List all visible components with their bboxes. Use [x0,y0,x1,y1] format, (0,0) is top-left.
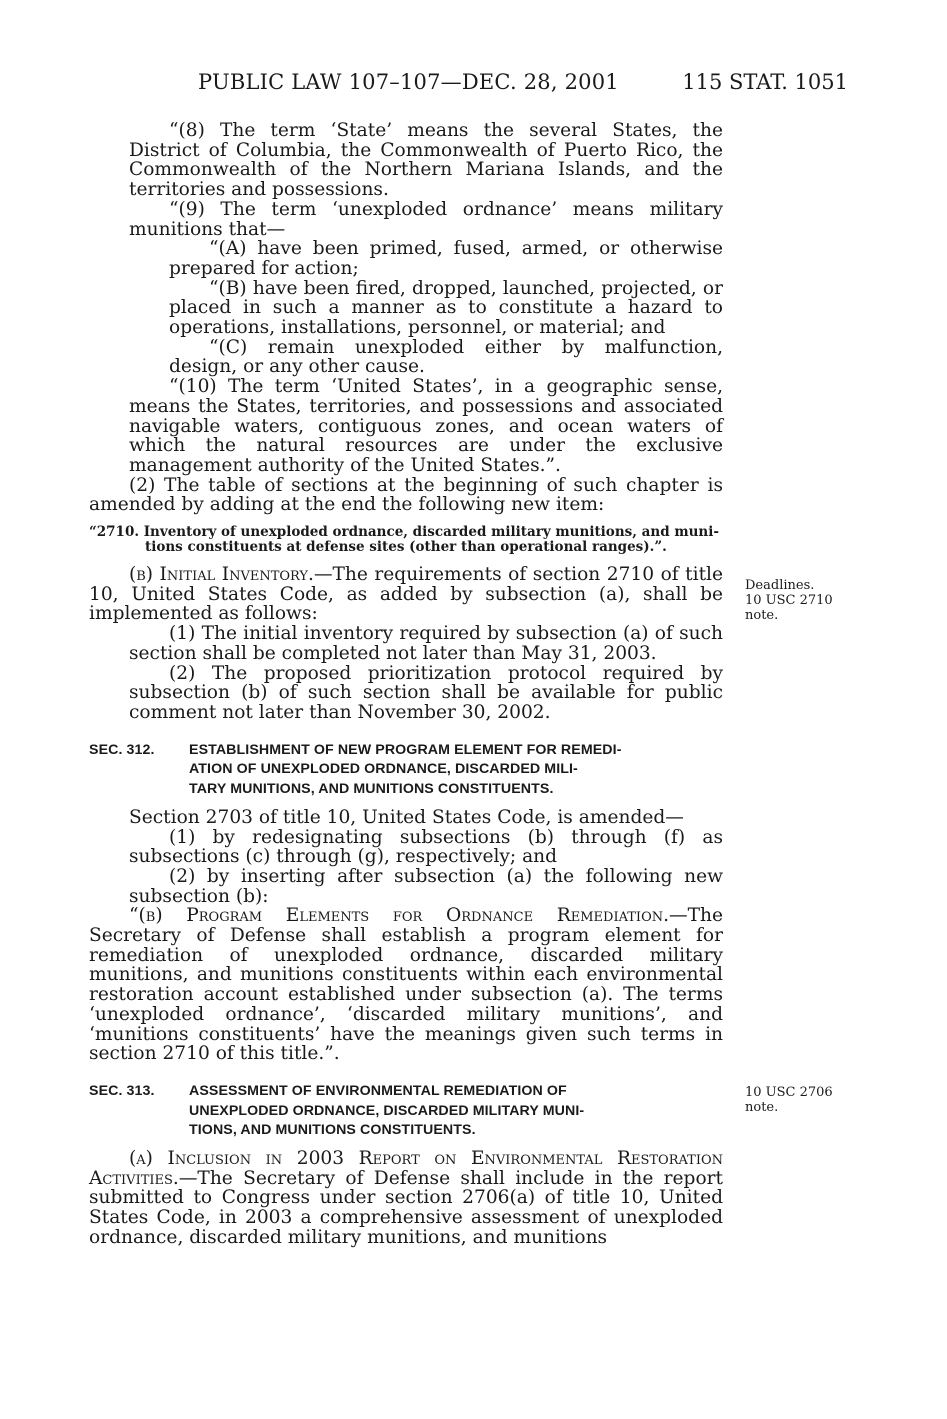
definition-9-b: “(B) have been fired, dropped, launched, projected, or placed in such a manner as to constitute a hazard to operations, installations, personnel, or material; and [169,277,723,339]
section-313-subsection-a-text: —The Secretary of Defense shall include in the report submitted to Congress under section 2706(a) of title 10, United States Code, in 2003 a comprehensive assessment of unexploded ordnance, discarded military munitions, and munitions [89,1167,723,1248]
section-312-number: SEC. 312. [89,741,155,758]
table-item-line-1: “2710. Inventory of unexploded ordnance, discarded military munitions, and muni- [89,524,719,541]
document-body [89,121,723,1248]
section-313-subsection-a-heading: (a) Inclusion in 2003 Report on Environmental Restoration Activities. [89,1148,723,1189]
section-313-number: SEC. 313. [89,1082,155,1099]
margin-note-2710-line-2: note. [745,608,779,623]
section-312-title-line-3: TARY MUNITIONS, AND MUNITIONS CONSTITUENTS. [189,781,554,798]
header-law-citation: PUBLIC LAW 107–107—DEC. 28, 2001 [198,70,619,94]
definition-9-intro: “(9) The term ‘unexploded ordnance’ means military munitions that— [129,198,723,240]
margin-note-2710-line-1: 10 USC 2710 [745,593,833,608]
definition-9-c: “(C) remain unexploded either by malfunction, design, or any other cause. [169,336,723,378]
section-313-title-line-3: TIONS, AND MUNITIONS CONSTITUENTS. [189,1122,476,1139]
subsection-b-2: (2) The proposed prioritization protocol required by subsection (b) of such section shall be available for public comment not later than November 30, 2002. [129,662,723,723]
page-header [198,70,848,100]
definition-8: “(8) The term ‘State’ means the several States, the District of Columbia, the Commonwealth of Puerto Rico, the Commonwealth of the Northern Mariana Islands, and the territories and possessions. [129,120,723,201]
subsection-b-1: (1) The initial inventory required by subsection (a) of such section shall be completed not later than May 31, 2003. [129,623,723,664]
amendment-item-2: (2) The table of sections at the beginning of such chapter is amended by adding at the end the following new item: [89,474,723,516]
section-312-quoted-body: —The Secretary of Defense shall establish a program element for remediation of unexploded ordnance, discarded military munitions, and munitions constituents within each environmental restoration account established under subsection (a). The terms ‘unexploded ordnance’, ‘discarded military munitions’, and ‘munitions constituents’ have the meanings given such terms in section 2710 of this title.”. [89,905,723,1065]
margin-note-deadlines-label: Deadlines. [745,578,815,593]
subsection-b-text: —The requirements of section 2710 of title 10, United States Code, as added by subsection (a), shall be implemented as follows: [89,564,724,625]
subsection-b [89,565,723,624]
section-313-heading [89,1082,723,1141]
section-312-item-2: (2) by inserting after subsection (a) the following new subsection (b): [129,865,723,907]
section-312-quoted-text [89,906,723,1064]
section-313-title-line-1: ASSESSMENT OF ENVIRONMENTAL REMEDIATION OF [189,1082,567,1099]
section-313-subsection-a [89,1149,723,1248]
header-stat-page: 115 STAT. 1051 [682,70,848,94]
margin-note-deadlines [745,578,855,623]
margin-note-2706-line-1: 10 USC 2706 [745,1085,833,1100]
table-item-line-2: tions constituents at defense sites (other than operational ranges).”. [145,539,667,556]
definition-9-a: “(A) have been primed, fused, armed, or otherwise prepared for action; [169,238,723,279]
section-312-quoted-heading: “(b) Program Elements for Ordnance Remediation. [129,905,670,927]
section-313-title-line-2: UNEXPLODED ORDNANCE, DISCARDED MILITARY MUNI- [189,1102,585,1119]
table-of-sections-item [89,525,723,555]
definition-10: “(10) The term ‘United States’, in a geographic sense, means the States, territories, and possessions and associated navigable waters, contiguous zones, and ocean waters of which the natural resources are under the exclusive management authority of the United States.”. [129,376,723,476]
section-312-item-1: (1) by redesignating subsections (b) through (f) as subsections (c) through (g), respectively; and [129,826,723,868]
margin-note-2706 [745,1085,855,1115]
margin-note-2706-line-2: note. [745,1100,779,1115]
subsection-b-heading: (b) Initial Inventory. [129,564,314,586]
section-312-intro: Section 2703 of title 10, United States Code, is amended— [129,806,684,828]
section-312-title-line-1: ESTABLISHMENT OF NEW PROGRAM ELEMENT FOR REMEDI- [189,741,622,758]
section-312-title-line-2: ATION OF UNEXPLODED ORDNANCE, DISCARDED MILI- [189,761,578,778]
section-312-heading [89,741,723,800]
